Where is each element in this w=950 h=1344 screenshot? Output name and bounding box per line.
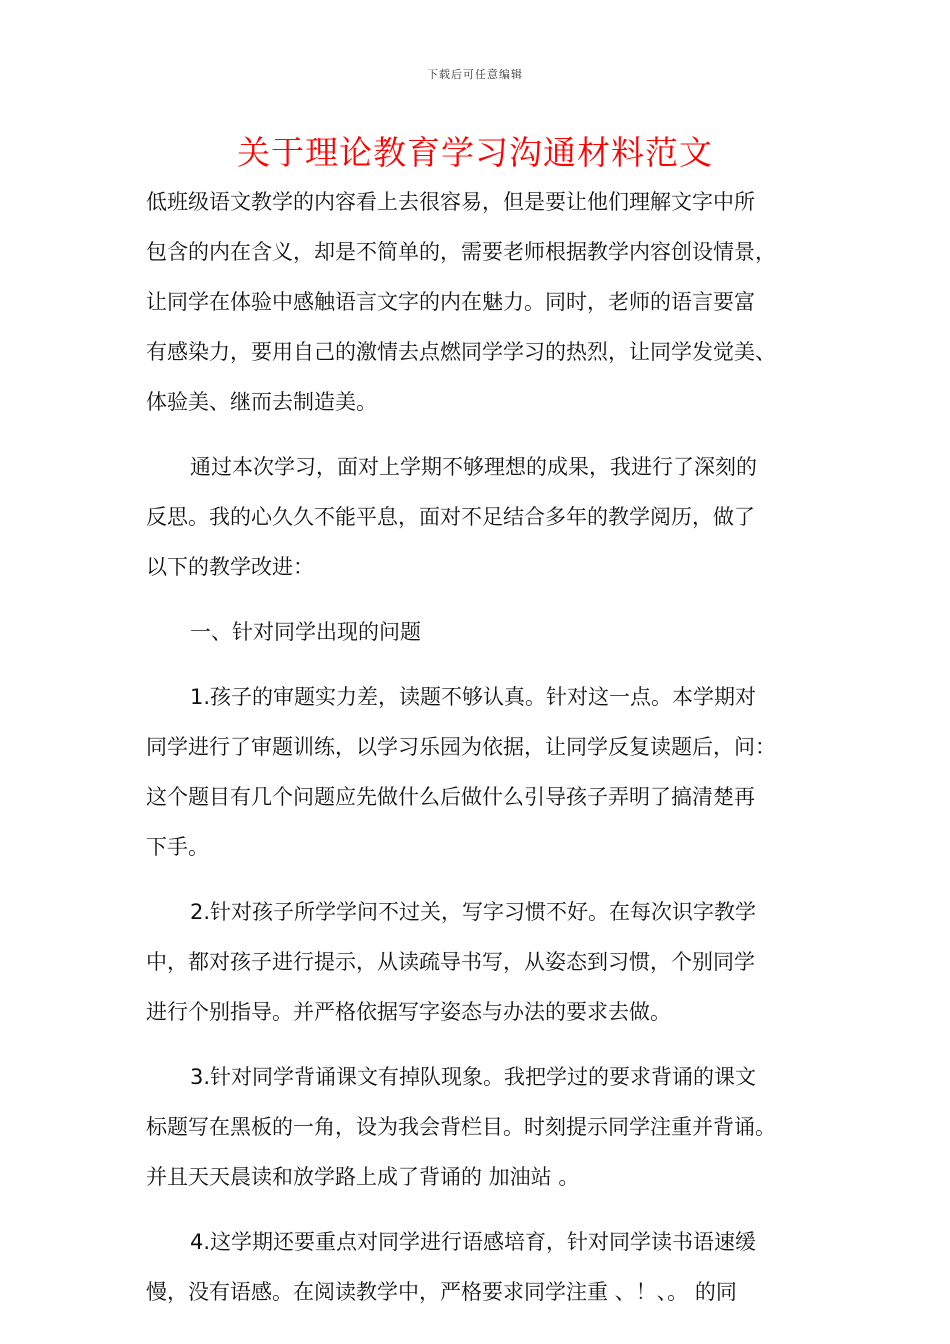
text-line: 2.针对孩子所学学问不过关，写字习惯不好。在每次识字教学 bbox=[190, 900, 757, 924]
text-line: 低班级语文教学的内容看上去很容易，但是要让他们理解文字中所 bbox=[146, 190, 755, 214]
paragraph-2 bbox=[146, 442, 826, 592]
text-line: 反思。我的心久久不能平息，面对不足结合多年的教学阅历，做了 bbox=[146, 505, 755, 529]
text-line: 一、针对同学出现的问题 bbox=[190, 620, 421, 644]
text-line: 以下的教学改进： bbox=[146, 555, 314, 579]
text-line: 1.孩子的审题实力差，读题不够认真。针对这一点。本学期对 bbox=[190, 685, 757, 709]
download-note: 下载后可任意编辑 bbox=[427, 68, 523, 81]
item-1 bbox=[146, 672, 826, 872]
text-line: 进行个别指导。并严格依据写字姿态与办法的要求去做。 bbox=[146, 1000, 671, 1024]
item-3 bbox=[146, 1052, 826, 1202]
text-line: 同学进行了审题训练，以学习乐园为依据，让同学反复读题后，问： bbox=[146, 735, 776, 759]
text-line: 并且天天晨读和放学路上成了背诵的 加油站 。 bbox=[146, 1165, 580, 1189]
text-line: 下手。 bbox=[146, 835, 209, 859]
text-line: 3.针对同学背诵课文有掉队现象。我把学过的要求背诵的课文 bbox=[190, 1065, 757, 1089]
text-line: 有感染力，要用自己的激情去点燃同学学习的热烈，让同学发觉美、 bbox=[146, 340, 776, 364]
text-line: 慢，没有语感。在阅读教学中，严格要求同学注重 、！、。 的同 bbox=[146, 1280, 737, 1304]
text-line: 4.这学期还要重点对同学进行语感培育，针对同学读书语速缓 bbox=[190, 1230, 757, 1254]
text-line: 体验美、继而去制造美。 bbox=[146, 390, 377, 414]
item-2 bbox=[146, 887, 826, 1037]
section-heading-1 bbox=[146, 607, 826, 657]
item-4 bbox=[146, 1217, 826, 1317]
text-line: 中，都对孩子进行提示，从读疏导书写，从姿态到习惯，个别同学 bbox=[146, 950, 755, 974]
text-line: 标题写在黑板的一角，设为我会背栏目。时刻提示同学注重并背诵。 bbox=[146, 1115, 776, 1139]
text-line: 让同学在体验中感触语言文字的内在魅力。同时，老师的语言要富 bbox=[146, 290, 755, 314]
document-title: 关于理论教育学习沟通材料范文 bbox=[237, 133, 713, 172]
paragraph-1 bbox=[146, 177, 826, 427]
document-body bbox=[146, 177, 826, 1332]
text-line: 这个题目有几个问题应先做什么后做什么引导孩子弄明了搞清楚再 bbox=[146, 785, 755, 809]
text-line: 包含的内在含义，却是不简单的，需要老师根据教学内容创设情景， bbox=[146, 240, 776, 264]
text-line: 通过本次学习，面对上学期不够理想的成果，我进行了深刻的 bbox=[190, 455, 757, 479]
